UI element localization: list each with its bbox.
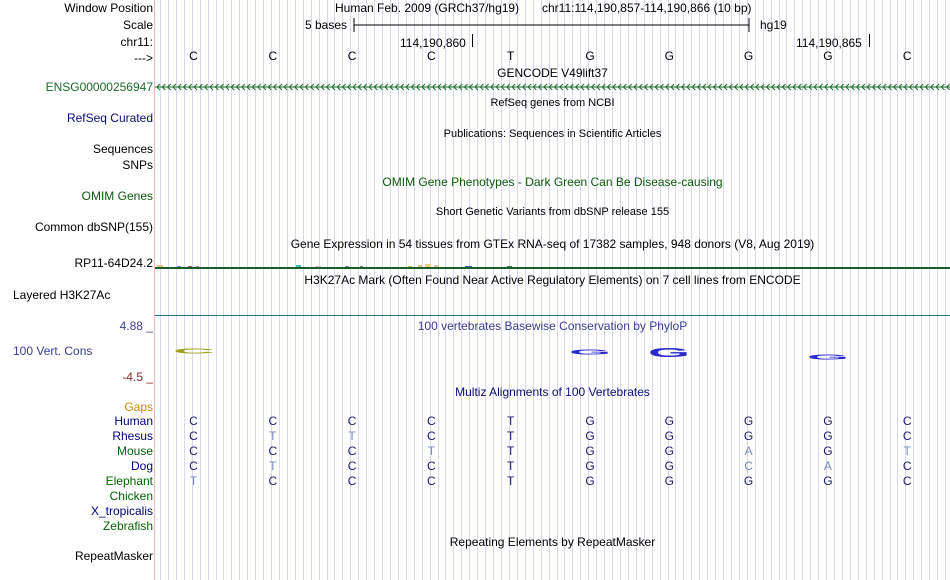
repeatmasker-track-title[interactable]: Repeating Elements by RepeatMasker bbox=[449, 535, 656, 549]
h3k27ac-track-title[interactable]: H3K27Ac Mark (Often Found Near Active Regulatory Elements) on 7 cell lines from ENCODE bbox=[304, 273, 801, 287]
alignment-base: G bbox=[823, 474, 833, 488]
species-label[interactable]: Elephant bbox=[105, 474, 153, 488]
label-omim[interactable]: OMIM Genes bbox=[81, 189, 153, 203]
phylop-mark bbox=[171, 347, 217, 356]
alignment-base: C bbox=[189, 459, 198, 473]
alignment-base: C bbox=[744, 459, 753, 473]
label-gtex[interactable]: RP11-64D24.2 bbox=[74, 256, 153, 270]
label-snps[interactable]: SNPs bbox=[122, 158, 153, 172]
species-label[interactable]: X_tropicalis bbox=[90, 504, 153, 518]
alignment-base: T bbox=[269, 459, 277, 473]
gencode-gene-feature[interactable] bbox=[155, 83, 950, 91]
alignment-base: T bbox=[427, 444, 436, 458]
alignment-base: T bbox=[507, 474, 515, 488]
species-label[interactable]: Dog bbox=[130, 459, 153, 473]
alignment-base: G bbox=[743, 474, 754, 488]
svg-text:G: G bbox=[648, 345, 691, 360]
alignment-base: T bbox=[903, 444, 911, 458]
svg-text:C: C bbox=[172, 347, 215, 356]
alignment-base: G bbox=[585, 474, 595, 488]
alignment-base: C bbox=[347, 459, 357, 473]
base-letter: C bbox=[347, 49, 357, 63]
scale-bar bbox=[353, 15, 753, 35]
alignment-base: G bbox=[823, 444, 833, 458]
alignment-base: C bbox=[189, 414, 198, 428]
species-label[interactable]: Mouse bbox=[116, 444, 153, 458]
label-gencode-gene[interactable]: ENSG00000256947 bbox=[45, 80, 153, 94]
refseq-track-title[interactable]: RefSeq genes from NCBI bbox=[490, 97, 615, 109]
label-scale: Scale bbox=[122, 18, 153, 32]
alignment-base: G bbox=[664, 459, 674, 473]
alignment-base: C bbox=[189, 444, 198, 458]
base-letter: G bbox=[585, 49, 595, 63]
label-h3k27ac[interactable]: Layered H3K27Ac bbox=[13, 288, 111, 302]
alignment-base: G bbox=[585, 459, 595, 473]
label-gaps[interactable]: Gaps bbox=[124, 400, 153, 414]
alignment-base: G bbox=[823, 414, 833, 428]
label-dbsnp[interactable]: Common dbSNP(155) bbox=[34, 220, 153, 234]
track-labels-panel bbox=[0, 0, 153, 580]
label-refseq[interactable]: RefSeq Curated bbox=[66, 111, 153, 125]
position-label: chr11:114,190,857-114,190,866 (10 bp) bbox=[542, 1, 752, 15]
alignment-base: G bbox=[585, 444, 595, 458]
label-repeatmasker[interactable]: RepeatMasker bbox=[74, 549, 153, 563]
alignment-base: A bbox=[823, 459, 832, 473]
gtex-track-title[interactable]: Gene Expression in 54 tissues from GTEx RNA-seq of 17382 samples, 948 donors (V8, Aug 2019) bbox=[290, 237, 815, 251]
alignment-base: C bbox=[268, 444, 278, 458]
base-letter: T bbox=[507, 49, 515, 63]
label-strand-arrow[interactable]: ---> bbox=[134, 51, 153, 65]
svg-text:G: G bbox=[569, 348, 613, 357]
svg-text:G: G bbox=[806, 353, 851, 362]
label-sequences[interactable]: Sequences bbox=[92, 142, 153, 156]
species-label[interactable]: Chicken bbox=[109, 489, 153, 503]
alignment-base: C bbox=[902, 429, 912, 443]
ruler-tick-2-label: 114,190,865 bbox=[796, 36, 862, 50]
base-letter: C bbox=[902, 49, 912, 63]
alignment-base: C bbox=[902, 459, 912, 473]
alignment-base: C bbox=[347, 474, 357, 488]
alignment-base: C bbox=[427, 474, 436, 488]
phylop-mark bbox=[567, 348, 613, 357]
label-cons-min: -4.5 _ bbox=[122, 370, 153, 384]
base-letter: C bbox=[427, 49, 436, 63]
alignment-base: A bbox=[744, 444, 753, 458]
scale-db: hg19 bbox=[760, 18, 787, 32]
base-letter: C bbox=[189, 49, 198, 63]
ruler-tick-1 bbox=[472, 34, 473, 47]
gtex-separator bbox=[155, 267, 950, 269]
phylop-mark bbox=[805, 353, 851, 362]
alignment-base: C bbox=[427, 459, 436, 473]
alignment-base: G bbox=[664, 429, 674, 443]
alignment-base: T bbox=[189, 474, 198, 488]
alignment-base: C bbox=[268, 474, 278, 488]
alignment-base: C bbox=[268, 414, 278, 428]
gencode-track-title[interactable]: GENCODE V49lift37 bbox=[497, 66, 608, 80]
alignment-base: C bbox=[427, 429, 436, 443]
alignment-base: G bbox=[664, 414, 674, 428]
alignment-base: T bbox=[507, 459, 515, 473]
alignment-base: G bbox=[585, 429, 595, 443]
alignment-base: G bbox=[664, 474, 674, 488]
alignment-base: T bbox=[507, 429, 515, 443]
dbsnp-track-title[interactable]: Short Genetic Variants from dbSNP release 155 bbox=[435, 206, 670, 218]
alignment-base: G bbox=[585, 414, 595, 428]
h3k27ac-separator bbox=[155, 315, 950, 316]
base-letter: C bbox=[268, 49, 278, 63]
species-label[interactable]: Zebrafish bbox=[102, 519, 153, 533]
base-letter: G bbox=[823, 49, 833, 63]
label-vert-cons[interactable]: 100 Vert. Cons bbox=[13, 344, 93, 358]
alignment-base: C bbox=[347, 444, 357, 458]
label-cons-max: 4.88 _ bbox=[119, 319, 153, 333]
alignment-base: C bbox=[347, 414, 357, 428]
alignment-base: C bbox=[902, 414, 912, 428]
alignment-base: C bbox=[902, 474, 912, 488]
ruler-tick-2 bbox=[869, 34, 870, 47]
alignment-base: T bbox=[269, 429, 277, 443]
base-letter: G bbox=[664, 49, 674, 63]
alignment-base: G bbox=[743, 414, 754, 428]
tracks-panel[interactable] bbox=[155, 0, 950, 580]
species-label[interactable]: Rhesus bbox=[112, 429, 153, 443]
multiz-track-title[interactable]: Multiz Alignments of 100 Vertebrates bbox=[455, 385, 650, 399]
phylop-track-title[interactable]: 100 vertebrates Basewise Conservation by PhyloP bbox=[417, 319, 688, 333]
alignment-base: T bbox=[348, 429, 356, 443]
base-letter: G bbox=[743, 49, 754, 63]
species-label[interactable]: Human bbox=[114, 414, 153, 428]
alignment-base: T bbox=[507, 414, 515, 428]
alignment-base: C bbox=[427, 414, 436, 428]
alignment-base: G bbox=[664, 444, 674, 458]
alignment-base: C bbox=[189, 429, 198, 443]
publications-track-title[interactable]: Publications: Sequences in Scientific Articles bbox=[443, 128, 662, 140]
phylop-mark bbox=[646, 345, 692, 360]
alignment-base: G bbox=[823, 429, 833, 443]
scale-label: 5 bases bbox=[305, 18, 348, 32]
ruler-tick-1-label: 114,190,860 bbox=[400, 36, 466, 50]
assembly-label: Human Feb. 2009 (GRCh37/hg19) bbox=[335, 1, 520, 15]
label-chromosome: chr11: bbox=[120, 35, 153, 49]
omim-track-title[interactable]: OMIM Gene Phenotypes - Dark Green Can Be Disease-causing bbox=[382, 175, 723, 189]
alignment-base: G bbox=[743, 429, 754, 443]
label-window-position: Window Position bbox=[64, 1, 153, 15]
alignment-base: T bbox=[507, 444, 515, 458]
